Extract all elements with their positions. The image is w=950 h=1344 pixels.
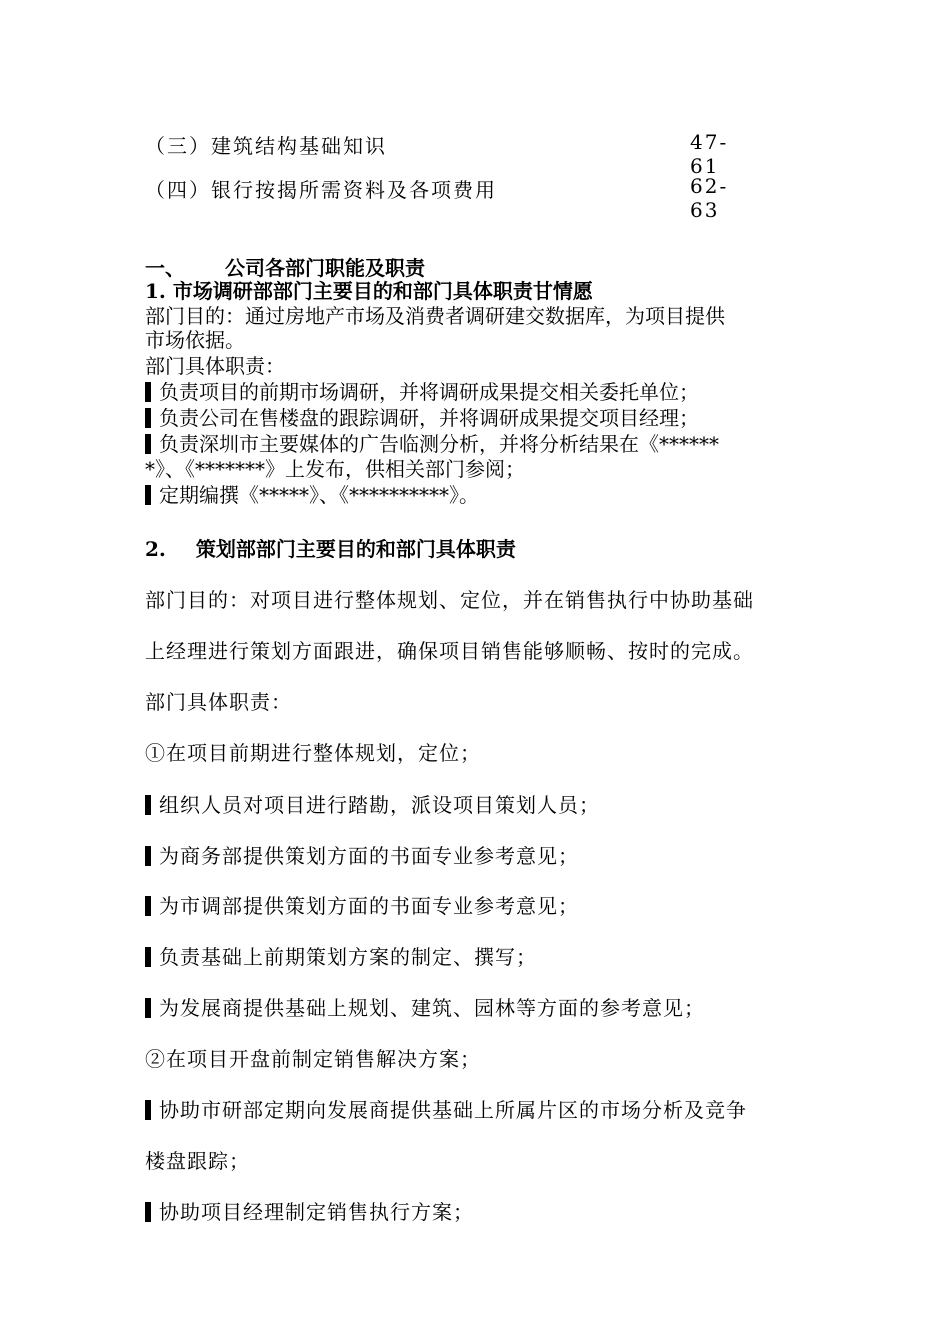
bullet-bar-icon bbox=[145, 998, 151, 1018]
duty-text: 定期编撰《*****》、《**********》。 bbox=[159, 483, 479, 507]
subsection-title bbox=[145, 533, 516, 562]
section-title: 公司各部门职能及职责 bbox=[225, 256, 425, 280]
bullet-bar-icon bbox=[145, 485, 151, 505]
duty-text: 为发展商提供基础上规划、建筑、园林等方面的参考意见； bbox=[159, 996, 705, 1020]
duty-item bbox=[145, 380, 699, 404]
duty-text: 负责公司在售楼盘的跟踪调研，并将调研成果提交项目经理； bbox=[159, 406, 699, 430]
toc-title: （三）建筑结构基础知识 bbox=[145, 134, 387, 158]
bullet-bar-icon bbox=[145, 1100, 151, 1120]
bullet-bar-icon bbox=[145, 947, 151, 967]
toc-pages: 62-63 bbox=[690, 174, 729, 222]
subsection-text: 策划部部门主要目的和部门具体职责 bbox=[195, 537, 516, 561]
duty-text: 负责深圳市主要媒体的广告临测分析，并将分析结果在《****** bbox=[159, 432, 719, 456]
document-page bbox=[145, 0, 810, 1344]
duty-continuation: *》、《*******》上发布，供相关部门参阅； bbox=[145, 457, 525, 481]
goal-line: 市场依据。 bbox=[145, 328, 245, 352]
duties-label: 部门具体职责： bbox=[145, 690, 292, 714]
duty-item bbox=[145, 1094, 747, 1123]
toc-pages: 47-61 bbox=[690, 130, 729, 178]
subsection-title: 1. 市场调研部部门主要目的和部门具体职责甘情愿 bbox=[145, 279, 593, 303]
toc-row bbox=[145, 174, 750, 222]
section-heading bbox=[145, 252, 425, 281]
duty-text: 协助项目经理制定销售执行方案； bbox=[159, 1200, 474, 1224]
section-number: 一、 bbox=[145, 256, 185, 280]
bullet-bar-icon bbox=[145, 846, 151, 866]
bullet-bar-icon bbox=[145, 795, 151, 815]
numbered-item: ①在项目前期进行整体规划，定位； bbox=[145, 741, 481, 765]
bullet-bar-icon bbox=[145, 896, 151, 916]
duties-label: 部门具体职责： bbox=[145, 354, 285, 378]
duty-text: 为市调部提供策划方面的书面专业参考意见； bbox=[159, 894, 579, 918]
bullet-bar-icon bbox=[145, 434, 151, 454]
duty-text: 负责基础上前期策划方案的制定、撰写； bbox=[159, 945, 537, 969]
duty-item bbox=[145, 789, 600, 818]
bullet-bar-icon bbox=[145, 382, 151, 402]
bullet-bar-icon bbox=[145, 408, 151, 428]
duty-text: 组织人员对项目进行踏勘，派设项目策划人员； bbox=[159, 793, 600, 817]
goal-line: 部门目的：对项目进行整体规划、定位，并在销售执行中协助基础 bbox=[145, 588, 754, 612]
numbered-item: ②在项目开盘前制定销售解决方案； bbox=[145, 1047, 481, 1071]
bullet-bar-icon bbox=[145, 1202, 151, 1222]
duty-continuation: 楼盘跟踪； bbox=[145, 1149, 250, 1173]
goal-line: 上经理进行策划方面跟进，确保项目销售能够顺畅、按时的完成。 bbox=[145, 639, 754, 663]
goal-line: 部门目的：通过房地产市场及消费者调研建交数据库，为项目提供 bbox=[145, 304, 725, 328]
toc-row bbox=[145, 130, 750, 178]
subsection-number: 2. bbox=[145, 537, 166, 561]
duty-item bbox=[145, 483, 479, 507]
duty-text: 为商务部提供策划方面的书面专业参考意见； bbox=[159, 844, 579, 868]
duty-item bbox=[145, 432, 719, 456]
duty-text: 负责项目的前期市场调研，并将调研成果提交相关委托单位； bbox=[159, 380, 699, 404]
duty-item bbox=[145, 992, 705, 1021]
duty-item bbox=[145, 840, 579, 869]
duty-item bbox=[145, 406, 699, 430]
duty-text: 协助市研部定期向发展商提供基础上所属片区的市场分析及竞争 bbox=[159, 1098, 747, 1122]
duty-item bbox=[145, 890, 579, 919]
toc-title: （四）银行按揭所需资料及各项费用 bbox=[145, 178, 497, 202]
duty-item bbox=[145, 941, 537, 970]
duty-item bbox=[145, 1196, 474, 1225]
